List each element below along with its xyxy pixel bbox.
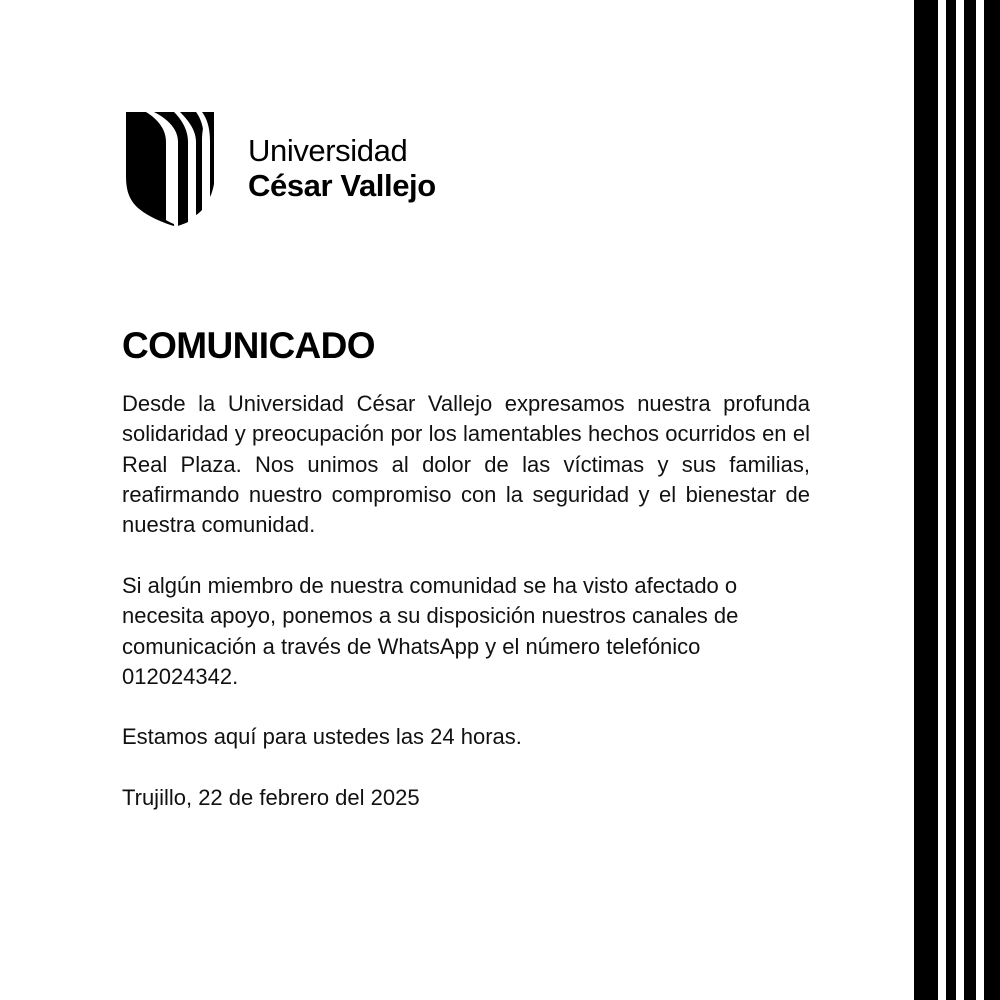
- place-and-date: Trujillo, 22 de febrero del 2025: [122, 784, 420, 810]
- page-title: COMUNICADO: [122, 325, 375, 366]
- decorative-stripes: [914, 0, 1000, 1000]
- paragraph-1: Desde la Universidad César Vallejo expresamos nuestra profunda solidaridad y preocupación por los lamentables hechos ocurridos en el Real Plaza. Nos unimos al dolor de las víctimas y sus familias, reafirmando nuestro compromiso con la seguridad y el bienestar de nuestra comunidad.: [122, 391, 810, 538]
- brand-name-line-1: Universidad: [248, 133, 408, 169]
- stripe-3: [946, 0, 956, 1000]
- brand-name: [248, 134, 436, 203]
- paragraph-3: Estamos aquí para ustedes las 24 horas.: [122, 724, 522, 750]
- stripe-1: [984, 0, 1000, 1000]
- brand-name-line-2: César Vallejo: [248, 168, 436, 203]
- communique-body: [122, 325, 810, 813]
- ucv-shield-logo-icon: [122, 108, 218, 230]
- stripe-4: [914, 0, 938, 1000]
- stripe-2: [964, 0, 976, 1000]
- brand-header: [122, 108, 436, 230]
- paragraph-2: Si algún miembro de nuestra comunidad se ha visto afectado o necesita apoyo, ponemos a su disposición nuestros canales de comunicación a través de WhatsApp y el número telefónico 012024342.: [122, 572, 739, 689]
